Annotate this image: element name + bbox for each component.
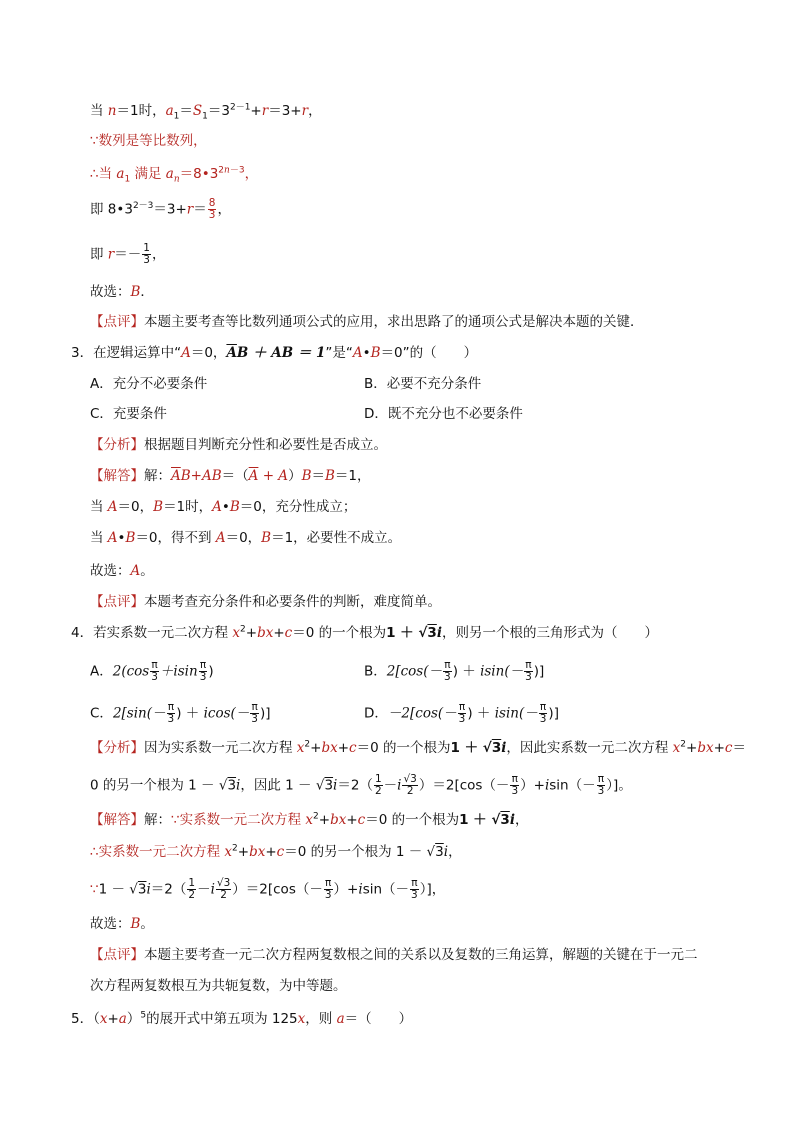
analysis-line: 【分析】根据题目判断充分性和必要性是否成立。 bbox=[90, 437, 387, 453]
solution-line: ∴实系数一元二次方程 $x^2+bx+c=0$ 的另一个根为 1 － √3i， bbox=[90, 843, 462, 860]
question-5-stem: 5．$(x+a)^5$的展开式中第五项为 125x，则 a＝（ ） bbox=[71, 1010, 413, 1027]
option-b: B．2[cos(－ $\frac{\pi}{3}$ ) ＋ isin(－ $\frac{\pi}{3}$ )] bbox=[364, 659, 545, 683]
comment-line: 【点评】本题主要考查等比数列通项公式的应用，求出思路了的通项公式是解决本题的关键． bbox=[90, 314, 644, 330]
question-3-stem: 3．在逻辑运算中“A＝0，$\overline{A}B$ ＋ AB ＝ 1”是“A•B＝0”的（ ） bbox=[71, 345, 478, 361]
comment-line: 【点评】本题考查充分条件和必要条件的判断，难度简单。 bbox=[90, 594, 441, 610]
comment-tag: 【点评】 bbox=[90, 314, 144, 330]
comment-line: 【点评】本题主要考查一元二次方程两复数根之间的关系以及复数的三角运算，解题的关键在于一元二 bbox=[90, 947, 698, 963]
solution-line: ∵1 － √3i＝2（ $\frac{1}{2}$ －i $\frac{√3}{2}$ ）＝2[cos（－ $\frac{\pi}{3}$ ）+isin（－ $\frac{\pi}{3}$ ）]， bbox=[90, 877, 446, 901]
answer-line: 故选：B。 bbox=[90, 916, 154, 932]
analysis-line: 0 的另一个根为 1 － √3i，因此 1 － √3i＝2（ $\frac{1}{2}$ －i $\frac{√3}{2}$ ）＝2[cos（－ $\frac{\pi}{3}$ ）+isin（－ $\frac{\pi}{3}$ ）]。 bbox=[90, 773, 632, 797]
question-4-stem: 4．若实系数一元二次方程 $x^2+bx+c=0$ 的一个根为1 ＋ √3i，则另一个根的三角形式为（ ） bbox=[71, 624, 658, 641]
solution-line: 当 A＝0，B＝1时，A•B＝0，充分性成立； bbox=[90, 499, 357, 515]
solution-line: ∵数列是等比数列， bbox=[90, 133, 207, 149]
solution-line: ∴当 $a_1$ 满足 $a_n=8•3^{2n-3}$， bbox=[90, 165, 259, 185]
solution-line: 当 A•B＝0，得不到 A＝0，B＝1，必要性不成立。 bbox=[90, 530, 402, 546]
option-a: A．充分不必要条件 bbox=[90, 376, 208, 392]
option-c: C．充要条件 bbox=[90, 406, 167, 422]
answer-line: 故选：A。 bbox=[90, 563, 154, 579]
solution-line: 【解答】解：$\overline{A}B+AB=(\overline{A} + A)B=B=1$， bbox=[90, 468, 371, 484]
option-a: A．2(cos $\frac{\pi}{3}$ ＋isin $\frac{\pi}{3}$ ) bbox=[90, 659, 214, 683]
option-c: C．2[sin(－ $\frac{\pi}{3}$ ) ＋ icos(－ $\frac{\pi}{3}$ )] bbox=[90, 701, 271, 725]
solution-line: 即 $8•3^{2-3}=3+r=$ $\frac{8}{3}$ ， bbox=[90, 197, 231, 221]
option-d: D．既不充分也不必要条件 bbox=[364, 406, 523, 422]
option-d: D．－2[cos(－ $\frac{\pi}{3}$ ) ＋ isin(－ $\frac{\pi}{3}$ )] bbox=[364, 701, 559, 725]
option-b: B．必要不充分条件 bbox=[364, 376, 482, 392]
solution-line: 即 r＝－ $\frac{1}{3}$ ， bbox=[90, 242, 166, 266]
comment-line: 次方程两复数根互为共轭复数，为中等题。 bbox=[90, 978, 347, 994]
solution-line: 【解答】解：∵实系数一元二次方程 $x^2+bx+c=0$ 的一个根为1 ＋ √3i， bbox=[90, 811, 529, 828]
answer-line: 故选：B． bbox=[90, 284, 154, 300]
solution-line: 当 n＝1时，$a_1=S_1=3^{2-1}+r=3+r$， bbox=[90, 102, 322, 122]
analysis-line: 【分析】因为实系数一元二次方程 $x^2+bx+c=0$ 的一个根为1 ＋ √3i，因此实系数一元二次方程 $x^2+bx+c=$ bbox=[90, 739, 746, 756]
